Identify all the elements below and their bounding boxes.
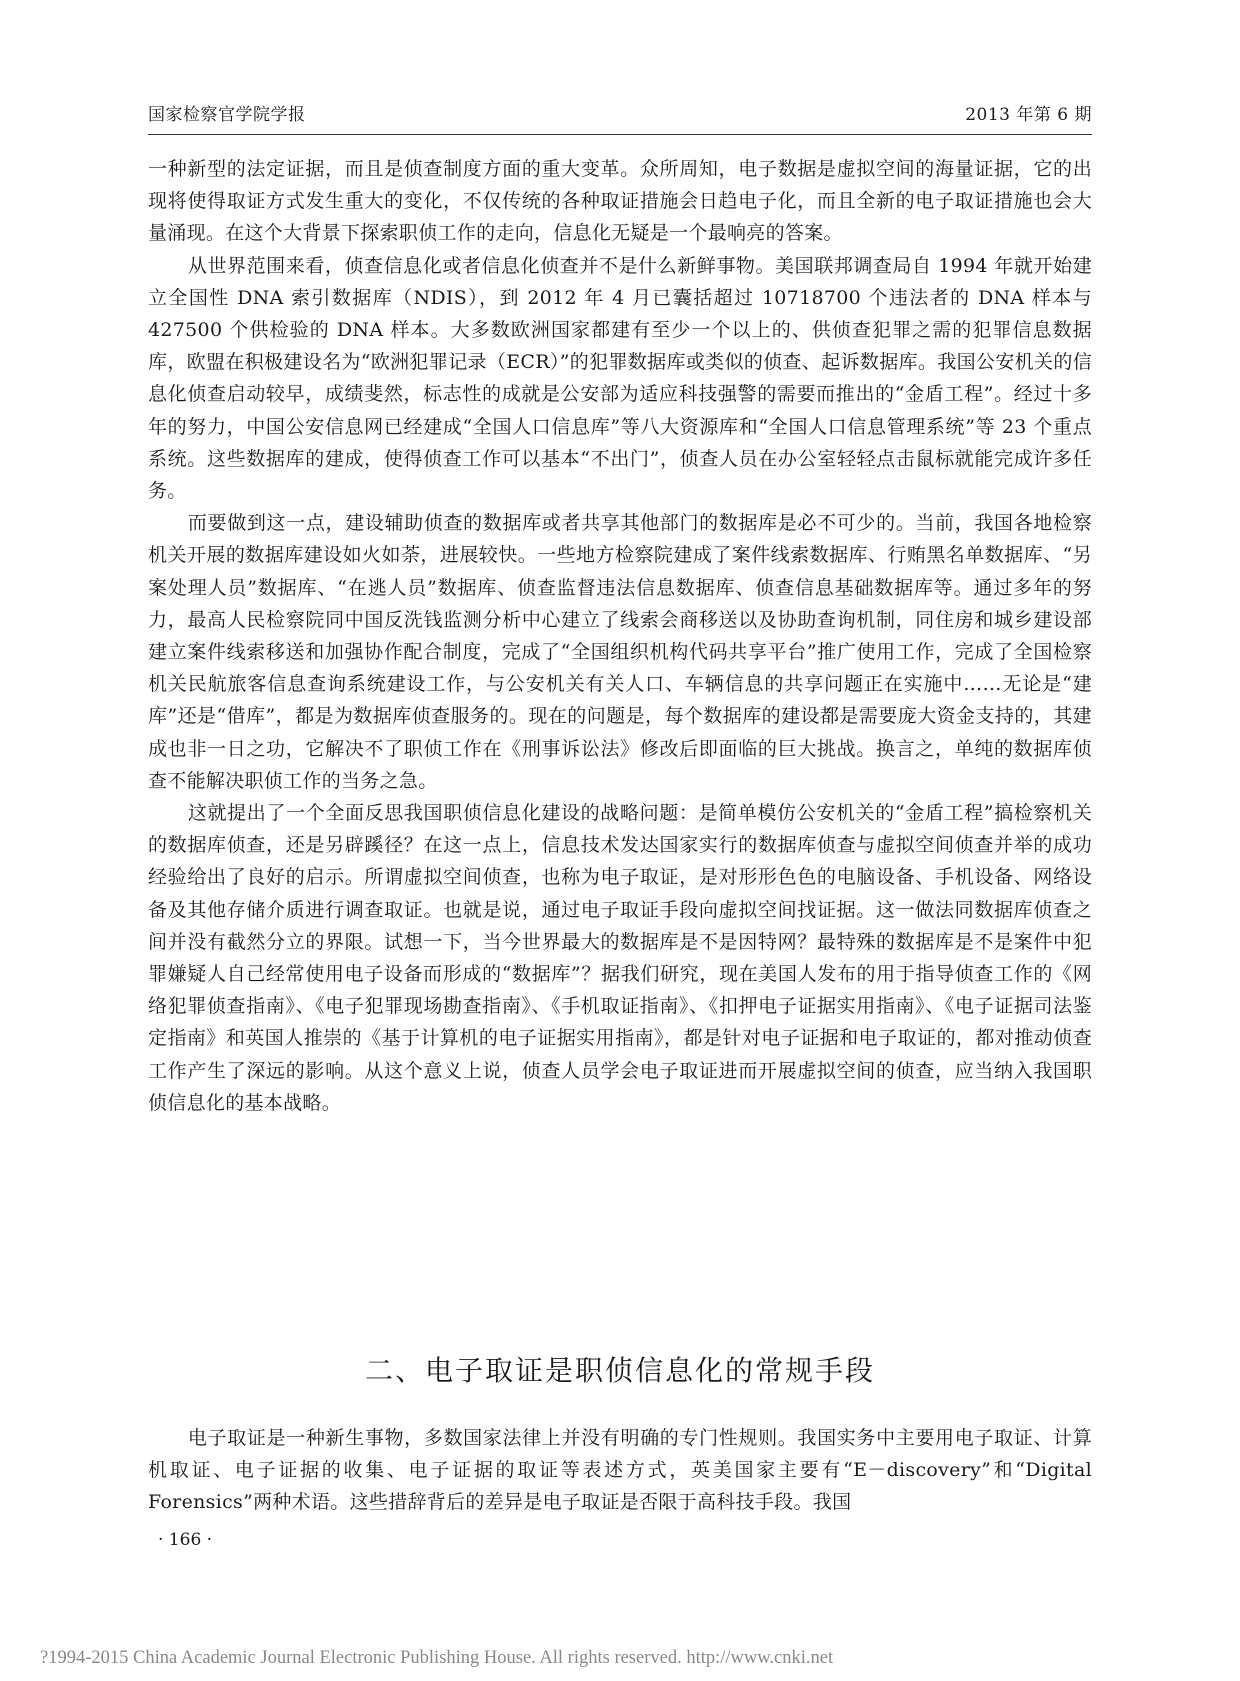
article-body	[148, 153, 1092, 1119]
section-paragraph: 电子取证是一种新生事物，多数国家法律上并没有明确的专门性规则。我国实务中主要用电子取证、计算机取证、电子证据的收集、电子证据的取证等表述方式，英美国家主要有“E－discovery”和“Digital Forensics”两种术语。这些措辞背后的差异是电子取证是否限于高科技手段。我国	[148, 1427, 1092, 1514]
paragraph-2: 从世界范围来看，侦查信息化或者信息化侦查并不是什么新鲜事物。美国联邦调查局自 1994 年就开始建立全国性 DNA 索引数据库（NDIS），到 2012 年 4 月已囊括超过 10718700 个违法者的 DNA 样本与 427500 个供检验的 DNA 样本。大多数欧洲国家都建有至少一个以上的、供侦查犯罪之需的犯罪信息数据库，欧盟在积极建设名为“欧洲犯罪记录（ECR）”的犯罪数据库或类似的侦查、起诉数据库。我国公安机关的信息化侦查启动较早，成绩斐然，标志性的成就是公安部为适应科技强警的需要而推出的“金盾工程”。经过十多年的努力，中国公安信息网已经建成“全国人口信息库”等八大资源库和“全国人口信息管理系统”等 23 个重点系统。这些数据库的建成，使得侦查工作可以基本“不出门”，侦查人员在办公室轻轻点击鼠标就能完成许多任务。	[148, 254, 1092, 503]
running-head	[148, 100, 1092, 135]
journal-title: 国家检察官学院学报	[148, 105, 306, 125]
page-number: · 166 ·	[158, 1530, 213, 1550]
paragraph-3: 而要做到这一点，建设辅助侦查的数据库或者共享其他部门的数据库是必不可少的。当前，我国各地检察机关开展的数据库建设如火如荼，进展较快。一些地方检察院建成了案件线索数据库、行贿黑名单数据库、“另案处理人员”数据库、“在逃人员”数据库、侦查监督违法信息数据库、侦查信息基础数据库等。通过多年的努力，最高人民检察院同中国反洗钱监测分析中心建立了线索会商移送以及协助查询机制，同住房和城乡建设部建立案件线索移送和加强协作配合制度，完成了“全国组织机构代码共享平台”推广使用工作，完成了全国检察机关民航旅客信息查询系统建设工作，与公安机关有关人口、车辆信息的共享问题正在实施中……无论是“建库”还是“借库”，都是为数据库侦查服务的。现在的问题是，每个数据库的建设都是需要庞大资金支持的，其建成也非一日之功，它解决不了职侦工作在《刑事诉讼法》修改后即面临的巨大挑战。换言之，单纯的数据库侦查不能解决职侦工作的当务之急。	[148, 512, 1092, 792]
section-body	[148, 1422, 1092, 1519]
issue-label: 2013 年第 6 期	[965, 105, 1092, 125]
paragraph-4: 这就提出了一个全面反思我国职侦信息化建设的战略问题：是简单模仿公安机关的“金盾工程”搞检察机关的数据库侦查，还是另辟蹊径？在这一点上，信息技术发达国家实行的数据库侦查与虚拟空间侦查并举的成功经验给出了良好的启示。所谓虚拟空间侦查，也称为电子取证，是对形形色色的电脑设备、手机设备、网络设备及其他存储介质进行调查取证。也就是说，通过电子取证手段向虚拟空间找证据。这一做法同数据库侦查之间并没有截然分立的界限。试想一下，当今世界最大的数据库是不是因特网？最特殊的数据库是不是案件中犯罪嫌疑人自己经常使用电子设备而形成的“数据库”？据我们研究，现在美国人发布的用于指导侦查工作的《网络犯罪侦查指南》、《电子犯罪现场勘查指南》、《手机取证指南》、《扣押电子证据实用指南》、《电子证据司法鉴定指南》和英国人推崇的《基于计算机的电子证据实用指南》，都是针对电子证据和电子取证的，都对推动侦查工作产生了深远的影响。从这个意义上说，侦查人员学会电子取证进而开展虚拟空间的侦查，应当纳入我国职侦信息化的基本战略。	[148, 802, 1092, 1114]
paragraph-1: 一种新型的法定证据，而且是侦查制度方面的重大变革。众所周知，电子数据是虚拟空间的海量证据，它的出现将使得取证方式发生重大的变化，不仅传统的各种取证措施会日趋电子化，而且全新的电子取证措施也会大量涌现。在这个大背景下探索职侦工作的走向，信息化无疑是一个最响亮的答案。	[148, 158, 1092, 245]
copyright-notice: ?1994-2015 China Academic Journal Electronic Publishing House. All rights reserved. http://www.cnki.net	[40, 1648, 834, 1668]
section-heading: 二、电子取证是职侦信息化的常规手段	[364, 1354, 875, 1387]
